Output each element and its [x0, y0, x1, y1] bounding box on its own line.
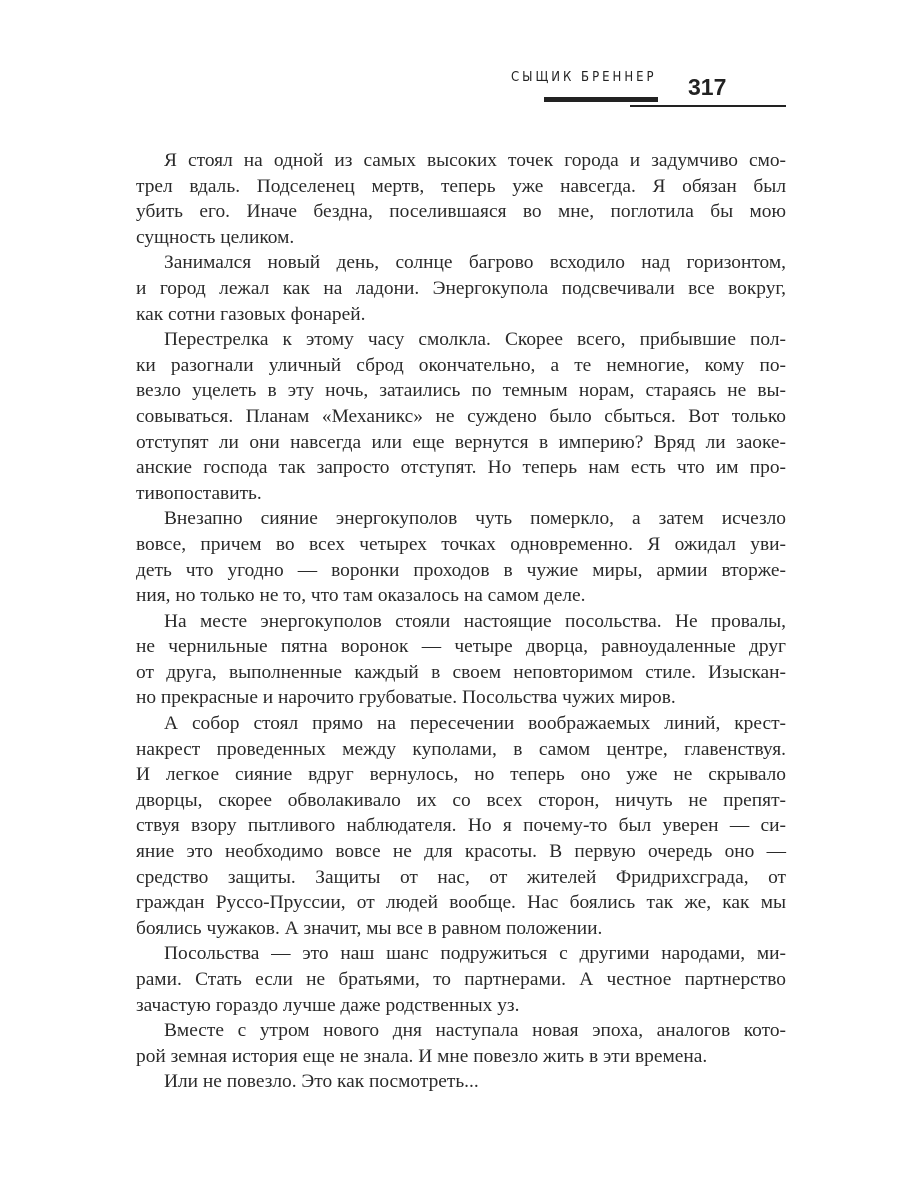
text-line: совываться. Планам «Механикс» не суждено было сбыться. Вот только — [136, 405, 786, 427]
text-line: дворцы, скорее обволакивало их со всех сторон, ничуть не препят- — [136, 789, 786, 811]
text-line: трел вдаль. Подселенец мертв, теперь уже навсегда. Я обязан был — [136, 175, 786, 197]
text-line: Или не повезло. Это как посмотреть... — [164, 1071, 479, 1093]
text-line: А собор стоял прямо на пересечении воображаемых линий, крест- — [164, 713, 786, 735]
text-line: анские господа так запросто отступят. Но теперь нам есть что им про- — [136, 457, 786, 479]
text-line: боялись чужаков. А значит, мы все в равном положении. — [136, 917, 603, 939]
text-line: сущность целиком. — [136, 226, 295, 248]
text-line: не чернильные пятна воронок — четыре дворца, равноудаленные друг — [136, 636, 786, 658]
text-line: Вместе с утром нового дня наступала новая эпоха, аналогов кото- — [164, 1020, 786, 1042]
running-title: СЫЩИК БРЕННЕР — [511, 70, 657, 85]
text-line: деть что угодно — воронки проходов в чужие миры, армии вторже- — [136, 559, 786, 581]
body-text — [136, 148, 786, 1095]
paragraph — [136, 1069, 786, 1095]
text-line: отступят ли они навсегда или еще вернутся в империю? Вряд ли заоке- — [136, 431, 786, 453]
text-line: Я стоял на одной из самых высоких точек города и задумчиво смо- — [164, 150, 786, 171]
text-line: граждан Руссо-Пруссии, от людей вообще. Нас боялись так же, как мы — [136, 892, 786, 914]
text-line: Перестрелка к этому часу смолкла. Скорее всего, прибывшие пол- — [164, 329, 786, 351]
text-line: Посольства — это наш шанс подружиться с другими народами, ми- — [164, 943, 786, 965]
paragraph — [136, 609, 786, 711]
text-line: И легкое сияние вдруг вернулось, но теперь оно уже не скрывало — [136, 764, 786, 786]
text-line: рой земная история еще не знала. И мне повезло жить в эти времена. — [136, 1045, 708, 1067]
text-line: но прекрасные и нарочито грубоватые. Посольства чужих миров. — [136, 687, 676, 709]
text-line: везло уцелеть в эту ночь, затаились по темным норам, стараясь не вы- — [136, 380, 786, 402]
text-line: тивопоставить. — [136, 482, 262, 504]
text-line: яние это необходимо вовсе не для красоты. В первую очередь оно — — [136, 841, 786, 863]
text-line: как сотни газовых фонарей. — [136, 303, 366, 325]
page-number: 317 — [688, 74, 727, 100]
text-line: средство защиты. Защиты от нас, от жителей Фридрихсграда, от — [136, 866, 786, 888]
paragraph — [136, 711, 786, 941]
text-line: ки разогнали уличный сброд окончательно, а те немногие, кому по- — [136, 354, 786, 376]
text-line: накрест проведенных между куполами, в самом центре, главенствуя. — [136, 738, 786, 760]
paragraph — [136, 506, 786, 608]
header-thin-rule — [630, 105, 786, 107]
header-thick-rule — [544, 97, 658, 102]
paragraph — [136, 250, 786, 327]
text-line: ния, но только не то, что там оказалось на самом деле. — [136, 585, 586, 607]
text-line: зачастую гораздо лучше даже родственных уз. — [136, 994, 520, 1016]
text-line: Внезапно сияние энергокуполов чуть померкло, а затем исчезло — [164, 508, 786, 530]
text-line: убить его. Иначе бездна, поселившаяся во мне, поглотила бы мою — [136, 201, 786, 223]
paragraph — [136, 1018, 786, 1069]
text-line: и город лежал как на ладони. Энергокупола подсвечивали все вокруг, — [136, 277, 786, 299]
text-line: вовсе, причем во всех четырех точках одновременно. Я ожидал уви- — [136, 533, 786, 555]
paragraph — [136, 327, 786, 506]
paragraph — [136, 941, 786, 1018]
text-line: Занимался новый день, солнце багрово всходило над горизонтом, — [164, 252, 786, 274]
text-line: ствуя взору пытливого наблюдателя. Но я почему-то был уверен — си- — [136, 815, 786, 837]
text-line: рами. Стать если не братьями, то партнерами. А честное партнерство — [136, 969, 786, 990]
paragraph — [136, 148, 786, 250]
text-line: от друга, выполненные каждый в своем неповторимом стиле. Изыскан- — [136, 661, 786, 683]
text-line: На месте энергокуполов стояли настоящие посольства. Не провалы, — [164, 610, 786, 632]
